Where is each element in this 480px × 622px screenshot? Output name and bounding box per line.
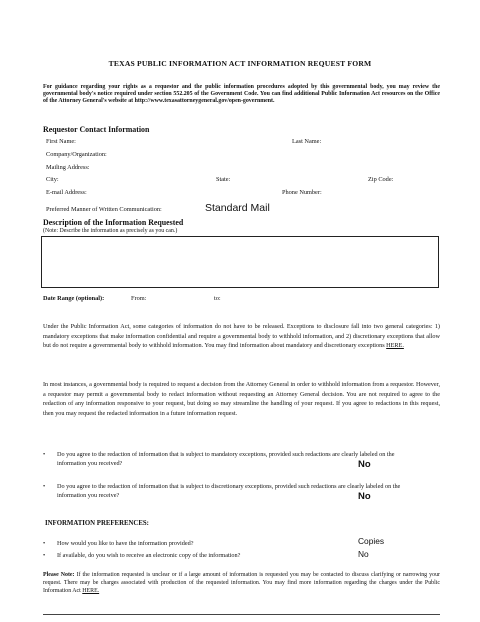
description-note: (Note: Describe the information as precisely as you can.) — [43, 228, 178, 234]
please-note-paragraph — [43, 571, 440, 596]
email-label: E-mail Address: — [46, 189, 87, 196]
charges-link[interactable]: HERE. — [82, 588, 100, 595]
description-heading: Description of the Information Requested — [43, 218, 184, 227]
exceptions-paragraph — [43, 322, 440, 351]
bullet-icon: • — [43, 483, 46, 490]
exceptions-text: Under the Public Information Act, some categories of information do not have to be released. Exceptions to disclosure fall into two general categories: 1) mandatory exceptions that make information confidential and require a governmental body to withhold information, and 2) discretionary exceptions that allow but do not require a governmental body to withhold information. You may find information about mandatory and discretionary exceptions — [43, 323, 440, 349]
preference-electronic-question — [43, 551, 363, 561]
state-label: State: — [216, 176, 231, 183]
guidance-text: For guidance regarding your rights as a requestor and the public information procedures adopted by this governmental body, you may review the governmental body's notice required under section 552.205 of the Government Code. You can find additional Public Information Act resources on the Office of the Attorney General's website at http://www.texasattorneygeneral.gov/open-government. — [43, 84, 440, 105]
first-name-label: First Name: — [46, 138, 76, 145]
date-range-label: Date Range (optional): — [43, 295, 105, 302]
last-name-label: Last Name: — [292, 138, 322, 145]
bottom-divider — [43, 614, 440, 615]
date-to-label: to: — [214, 295, 221, 302]
requestor-heading: Requestor Contact Information — [43, 125, 150, 134]
communication-value[interactable]: Standard Mail — [205, 202, 270, 214]
preference-delivery-question — [43, 539, 363, 549]
preference-q1-text: How would you like to have the information provided? — [57, 540, 194, 547]
redaction-answer-mandatory[interactable]: No — [358, 459, 371, 470]
bullet-icon: • — [43, 540, 46, 547]
preference-electronic-answer[interactable]: No — [358, 549, 369, 559]
redaction-question-mandatory — [43, 450, 440, 470]
phone-number-label: Phone Number: — [282, 189, 322, 196]
redaction-q2-text: Do you agree to the redaction of information that is subject to discretionary exceptions, provided such redactions are clearly labeled on the information you receive? — [57, 483, 401, 500]
redaction-q1-text: Do you agree to the redaction of information that is subject to mandatory exceptions, provided such redactions are clearly labeled on the information you received? — [57, 451, 395, 468]
bullet-icon: • — [43, 552, 46, 559]
date-from-label: From: — [131, 295, 147, 302]
city-label: City: — [46, 176, 59, 183]
please-note-label: Please Note: — [43, 572, 75, 578]
zip-code-label: Zip Code: — [368, 176, 394, 183]
redaction-paragraph: In most instances, a governmental body is required to request a decision from the Attorney General in order to withhold information from a requestor. However, a requestor may permit a governmental body to redact information without requesting an Attorney General decision. You are not required to agree to the redaction of any information responsive to your request, but doing so may streamline the handling of your request. If you agree to redactions in this request, then you may request the redacted information in a future information request. — [43, 381, 440, 417]
form-title: TEXAS PUBLIC INFORMATION ACT INFORMATION REQUEST FORM — [108, 59, 372, 68]
mailing-address-label: Mailing Address: — [46, 164, 90, 171]
redaction-question-discretionary — [43, 482, 440, 502]
exceptions-link[interactable]: HERE. — [386, 342, 404, 349]
communication-label: Preferred Manner of Written Communication: — [46, 206, 162, 213]
preference-q2-text: If available, do you wish to receive an electronic copy of the information? — [57, 552, 241, 559]
preferences-heading: INFORMATION PREFERENCES: — [45, 520, 149, 527]
preference-delivery-answer[interactable]: Copies — [358, 536, 385, 546]
redaction-answer-discretionary[interactable]: No — [358, 491, 371, 502]
company-label: Company/Organization: — [46, 151, 107, 158]
bullet-icon: • — [43, 451, 46, 458]
description-input-box[interactable] — [41, 236, 439, 288]
please-note-text: If the information requested is unclear or if a large amount of information is requested you may be contacted to discuss clarifying or narrowing your request. There may be charges associated with production of the requested information. You may find more information regarding the charges under the Public Information Act — [43, 572, 440, 595]
